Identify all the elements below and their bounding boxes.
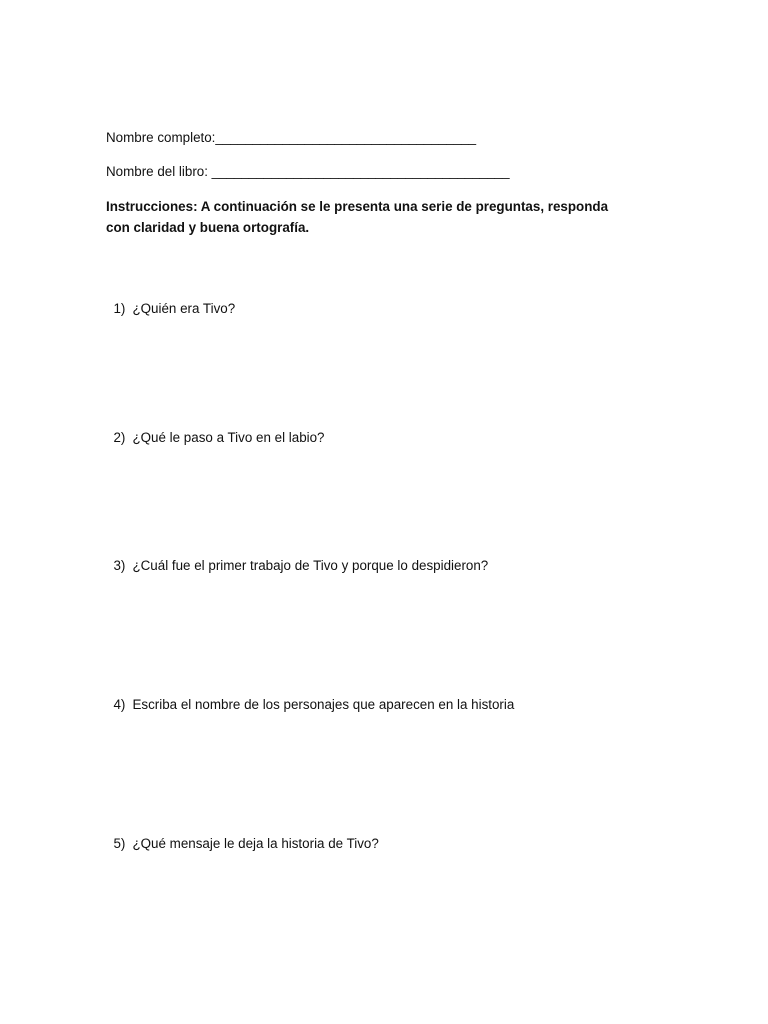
question-5 xyxy=(106,820,379,852)
question-number: 1) xyxy=(113,301,126,316)
question-4 xyxy=(106,681,514,713)
instructions-block xyxy=(106,196,609,238)
question-text: Escriba el nombre de los personajes que aparecen en la historia xyxy=(132,697,515,712)
question-number: 4) xyxy=(113,697,126,712)
question-number: 3) xyxy=(113,558,126,573)
instructions-line-1: Instrucciones: A continuación se le presenta una serie de preguntas, responda xyxy=(106,199,609,214)
nombre-completo-field: Nombre completo:___________________________________ xyxy=(106,130,477,145)
question-text: ¿Quién era Tivo? xyxy=(132,301,236,316)
question-number: 2) xyxy=(113,430,126,445)
instructions-line-2: con claridad y buena ortografía. xyxy=(106,220,310,235)
question-1 xyxy=(106,285,235,317)
nombre-libro-field: Nombre del libro: ________________________________________ xyxy=(106,164,510,179)
question-text: ¿Cuál fue el primer trabajo de Tivo y porque lo despidieron? xyxy=(132,558,489,573)
question-3 xyxy=(106,542,488,574)
question-text: ¿Qué mensaje le deja la historia de Tivo? xyxy=(132,836,379,851)
question-number: 5) xyxy=(113,836,126,851)
question-2 xyxy=(106,414,325,446)
question-text: ¿Qué le paso a Tivo en el labio? xyxy=(132,430,325,445)
